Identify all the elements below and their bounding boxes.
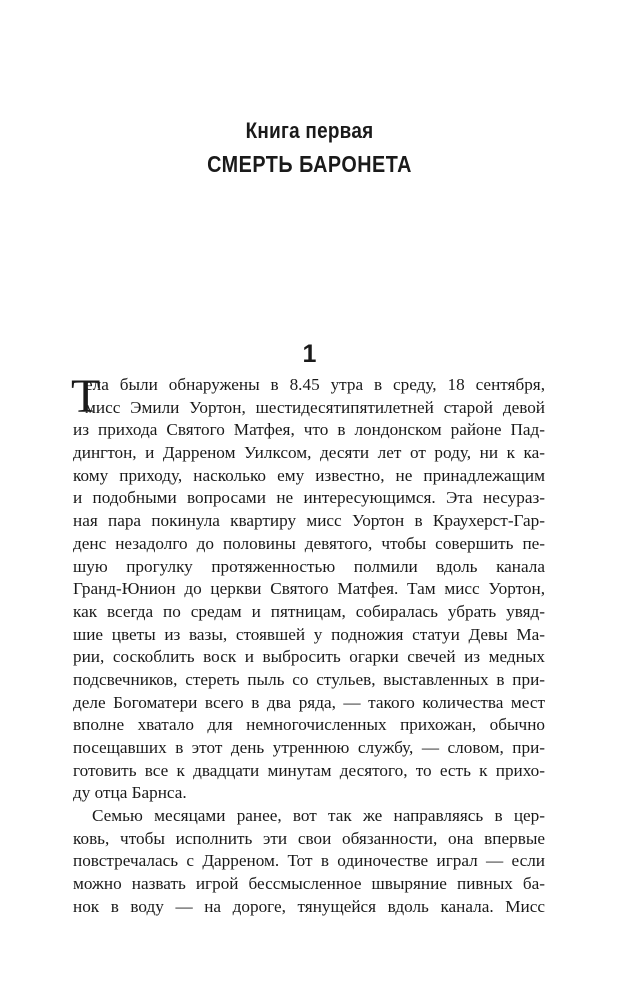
- text-line: подсвечников, стереть пыль со стульев, выставленных в при-: [73, 669, 545, 689]
- text-line: рии, соскоблить воск и выбросить огарки свечей из медных: [73, 647, 545, 667]
- text-line: шую прогулку протяженностью полмили вдоль канала: [73, 556, 545, 576]
- text-line: кому приходу, насколько ему известно, не принадлежащим: [73, 465, 545, 485]
- text-line: повстречалась с Дарреном. Тот в одиночестве играл — если: [73, 851, 545, 871]
- drop-cap: Т: [71, 370, 101, 423]
- text-line: Гранд-Юнион до церкви Святого Матфея. Там мисс Уортон,: [73, 579, 545, 599]
- text-line: ду отца Барнса.: [73, 783, 187, 803]
- text-line: вполне хватало для немногочисленных прихожан, обычно: [73, 715, 545, 735]
- text-line: деле Богоматери всего в два ряда, — такого количества мест: [73, 692, 545, 712]
- text-line: ковь, чтобы исполнить эти свои обязанности, она впервые: [73, 828, 545, 848]
- text-line: нок в воду — на дороге, тянущейся вдоль канала. Мисс: [73, 896, 545, 916]
- text-line: и подобными вопросами не интересующимся. Эта несураз-: [73, 488, 545, 508]
- text-line: посещавших в этот день утреннюю службу, — словом, при-: [73, 738, 545, 757]
- book-subtitle: СМЕРТЬ БАРОНЕТА: [207, 151, 412, 177]
- text-line: Семью месяцами ранее, вот так же направляясь в цер-: [92, 806, 545, 826]
- text-line: шие цветы из вазы, стоявшей у подножия статуи Девы Ма-: [73, 624, 545, 644]
- text-line: готовить все к двадцати минутам десятого, то есть к прихо-: [73, 760, 545, 780]
- text-line: денс незадолго до половины девятого, чтобы совершить пе-: [73, 533, 545, 553]
- text-line: ела были обнаружены в 8.45 утра в среду, 18 сентября,: [85, 375, 545, 394]
- chapter-number: 1: [302, 340, 317, 368]
- body-text: [71, 370, 545, 919]
- book-header: [0, 117, 619, 179]
- text-line: можно назвать игрой бессмысленное швыряние пивных ба-: [73, 874, 545, 894]
- text-line: как всегда по средам и пятницам, собиралась убрать увяд-: [73, 601, 545, 621]
- text-line: из прихода Святого Матфея, что в лондонском районе Пад-: [73, 420, 545, 440]
- text-line: дингтон, и Дарреном Уилксом, десяти лет от роду, ни к ка-: [73, 443, 545, 463]
- book-title: Книга первая: [245, 118, 374, 143]
- text-line: ная пара покинула квартиру мисс Уортон в Краухерст-Гар-: [73, 511, 545, 531]
- text-line: мисс Эмили Уортон, шестидесятипятилетней старой девой: [85, 397, 545, 417]
